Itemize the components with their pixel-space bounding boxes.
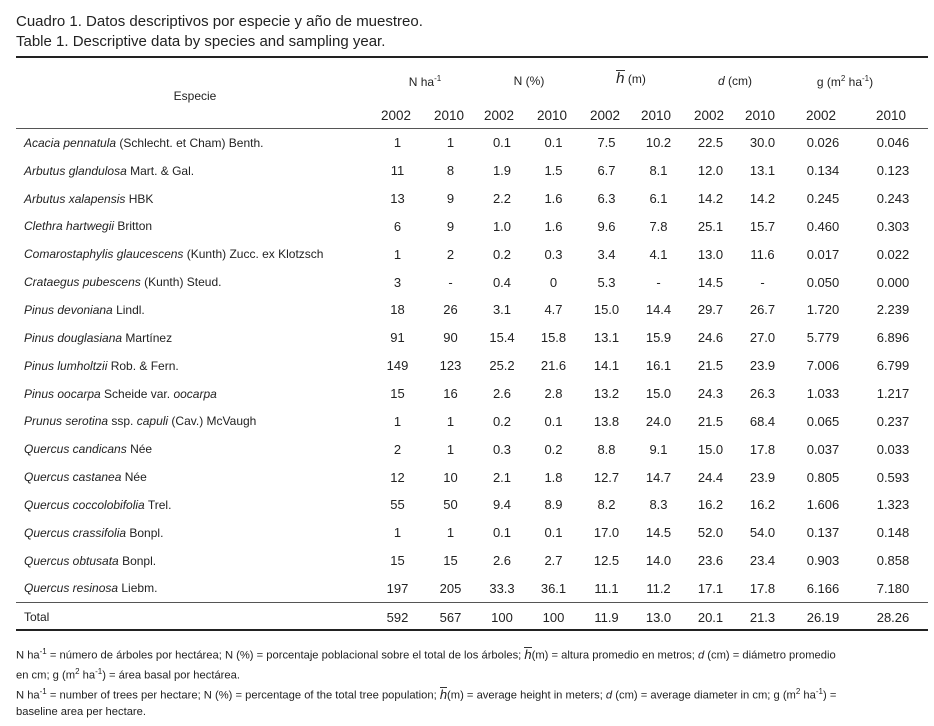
table-row [16, 185, 928, 213]
species-table [16, 129, 928, 631]
value-cell: 0.4 [492, 274, 512, 290]
table-row [16, 575, 928, 603]
value-cell: 0 [549, 274, 558, 290]
species-name [16, 324, 371, 352]
value-cell: 12.7 [593, 469, 620, 485]
value-cell: 26.19 [788, 603, 858, 631]
header-n-ha: N $ha^{-1}$ [408, 74, 442, 89]
value-cell: 2 [446, 246, 455, 262]
note-english-line1: N $ha^{-1}$ = number of trees per hectare; N (%) = percentage of the total tree population; h(m) = average height in meters; d (cm) = average diameter in cm; g ($m^2$ $ha^{-1}$) = [16, 687, 837, 703]
value-cell: 23.6 [697, 553, 724, 569]
year-header: 2002 [589, 108, 621, 123]
value-cell: 30.0 [749, 135, 776, 151]
year-header: 2010 [536, 108, 568, 123]
value-cell: 6.166 [806, 580, 840, 596]
year-header: 2010 [433, 108, 465, 123]
year-header: 2002 [693, 108, 725, 123]
value-cell: 1.8 [544, 469, 563, 485]
value-cell: 26.3 [749, 386, 776, 402]
value-cell: 0.000 [876, 274, 910, 290]
value-cell: 2.6 [492, 386, 512, 402]
value-cell: 0.593 [876, 469, 910, 485]
species-name [16, 129, 371, 157]
table-row [16, 324, 928, 352]
value-cell: 100 [477, 603, 527, 631]
value-cell: 18 [390, 302, 405, 318]
value-cell: 10.2 [645, 135, 672, 151]
value-cell: 1 [446, 441, 455, 457]
year-header: 2002 [483, 108, 515, 123]
species-author: Mart. & Gal. [126, 163, 195, 178]
table-row [16, 463, 928, 491]
value-cell: 25.1 [697, 218, 724, 234]
value-cell: 7.8 [649, 218, 668, 234]
header-n-pct: N (%) [513, 74, 545, 88]
value-cell: 14.5 [697, 274, 724, 290]
value-cell: 28.26 [858, 603, 928, 631]
table-caption [16, 12, 423, 52]
value-cell: 20.1 [684, 603, 737, 631]
value-cell: 123 [439, 358, 462, 374]
species-author: Scheide var. [100, 386, 174, 401]
value-cell: 197 [386, 580, 409, 596]
header-d: d (cm) [717, 74, 753, 88]
value-cell: 26 [443, 302, 458, 318]
value-cell: 0.046 [876, 135, 910, 151]
value-cell: 17.8 [749, 441, 776, 457]
year-header: 2010 [640, 108, 672, 123]
species-name [16, 575, 371, 603]
species-author: Bonpl. [118, 553, 157, 568]
table-row [16, 547, 928, 575]
value-cell: 11.9 [580, 603, 633, 631]
value-cell: 17.1 [697, 580, 724, 596]
value-cell: 2.2 [492, 191, 512, 207]
value-cell: 15.9 [645, 330, 672, 346]
value-cell: 14.4 [645, 302, 672, 318]
value-cell: 8.2 [597, 497, 616, 513]
top-rule [16, 56, 928, 58]
species-author: Née [126, 442, 153, 457]
value-cell: 24.3 [697, 386, 724, 402]
value-cell: 15.0 [593, 302, 620, 318]
value-cell: 0.050 [806, 274, 840, 290]
value-cell: 0.017 [806, 246, 840, 262]
value-cell: 2.8 [544, 386, 563, 402]
species-name [16, 352, 371, 380]
table-row [16, 352, 928, 380]
value-cell: 16.2 [749, 497, 776, 513]
value-cell: 10 [443, 469, 458, 485]
value-cell: 16.2 [697, 497, 724, 513]
value-cell: 0.148 [876, 525, 910, 541]
value-cell: 8.3 [649, 497, 668, 513]
species-genus: Pinus douglasiana [24, 330, 123, 345]
value-cell: 9 [446, 191, 455, 207]
value-cell: 23.9 [749, 469, 776, 485]
species-name [16, 296, 371, 324]
value-cell: 16 [443, 386, 458, 402]
value-cell: 0.037 [806, 441, 840, 457]
value-cell: 1.6 [544, 218, 563, 234]
value-cell: 24.0 [645, 413, 672, 429]
value-cell: 0.134 [806, 163, 840, 179]
value-cell: 13 [390, 191, 405, 207]
year-header: 2010 [744, 108, 776, 123]
header-g: g ($m^2$ $ha^{-1}$) [816, 74, 874, 89]
value-cell: 6 [393, 218, 402, 234]
value-cell: 1.606 [806, 497, 840, 513]
value-cell: 8 [446, 163, 455, 179]
species-author: Bonpl. [126, 525, 164, 540]
value-cell: 29.7 [697, 302, 724, 318]
value-cell: 27.0 [749, 330, 776, 346]
species-name [16, 407, 371, 435]
value-cell: 21.5 [697, 358, 724, 374]
species-genus: Crataegus pubescens [24, 275, 141, 290]
value-cell: - [760, 274, 765, 290]
species-name [16, 185, 371, 213]
species-name [16, 157, 371, 185]
species-genus: Prunus serotina [24, 414, 109, 429]
value-cell: 0.033 [876, 441, 910, 457]
value-cell: 1.217 [876, 386, 910, 402]
value-cell: 1.9 [492, 163, 512, 179]
value-cell: 3.1 [492, 302, 512, 318]
value-cell: 0.1 [492, 135, 512, 151]
species-genus: Quercus candicans [24, 442, 127, 457]
value-cell: 17.0 [593, 525, 620, 541]
value-cell: 7.5 [597, 135, 616, 151]
species-name [16, 491, 371, 519]
value-cell: 7.180 [876, 580, 910, 596]
value-cell: 4.1 [649, 246, 668, 262]
header-species: Especie [173, 89, 217, 103]
value-cell: 0.805 [806, 469, 840, 485]
value-cell: 14.0 [645, 553, 672, 569]
value-cell: 11 [390, 163, 405, 179]
table-row [16, 491, 928, 519]
value-cell: 12 [390, 469, 405, 485]
value-cell: 68.4 [749, 413, 776, 429]
value-cell: 23.4 [749, 553, 776, 569]
table-row [16, 268, 928, 296]
value-cell: 0.123 [876, 163, 910, 179]
value-cell: 2.239 [876, 302, 910, 318]
value-cell: 15.7 [749, 218, 776, 234]
species-author: Liebm. [118, 581, 158, 596]
value-cell: 23.9 [749, 358, 776, 374]
species-genus: Clethra hartwegii [24, 219, 115, 234]
value-cell: 15.0 [645, 386, 672, 402]
value-cell: 0.237 [876, 413, 910, 429]
value-cell: 21.5 [697, 413, 724, 429]
value-cell: 6.1 [649, 191, 668, 207]
species-genus: Pinus devoniana [24, 302, 113, 317]
value-cell: 52.0 [697, 525, 724, 541]
species-author: Britton [114, 219, 153, 234]
value-cell: 100 [527, 603, 580, 631]
value-cell: 0.1 [544, 135, 563, 151]
value-cell: 21.3 [737, 603, 788, 631]
table-row [16, 435, 928, 463]
value-cell: 25.2 [489, 358, 515, 374]
value-cell: 5.779 [806, 330, 840, 346]
species-infraspecific: oocarpa [173, 386, 217, 401]
value-cell: 1.5 [544, 163, 563, 179]
value-cell: 1.323 [876, 497, 910, 513]
species-name [16, 213, 371, 241]
value-cell: 15.0 [697, 441, 724, 457]
value-cell: 2 [393, 441, 402, 457]
value-cell: 54.0 [749, 525, 776, 541]
species-author: Lindl. [112, 302, 145, 317]
species-author-tail: (Cav.) McVaugh [168, 414, 257, 429]
value-cell: 13.1 [593, 330, 620, 346]
value-cell: 0.243 [876, 191, 910, 207]
value-cell: 15 [390, 386, 405, 402]
value-cell: 11.2 [646, 580, 671, 596]
caption-spanish: Cuadro 1. Datos descriptivos por especie y año de muestreo. [16, 13, 423, 30]
value-cell: 0.2 [492, 246, 512, 262]
table-row [16, 296, 928, 324]
species-genus: Quercus resinosa [24, 581, 119, 596]
species-name [16, 240, 371, 268]
value-cell: 0.065 [806, 413, 840, 429]
value-cell: 5.3 [597, 274, 616, 290]
value-cell: 1 [446, 413, 455, 429]
value-cell: 15 [443, 553, 458, 569]
value-cell: 8.8 [597, 441, 616, 457]
value-cell: 2.1 [492, 469, 512, 485]
species-name [16, 435, 371, 463]
species-author: ssp. [108, 414, 137, 429]
value-cell: 22.5 [697, 135, 724, 151]
value-cell: 6.7 [597, 163, 616, 179]
species-author: (Kunth) Zucc. ex Klotzsch [183, 247, 324, 262]
species-name [16, 268, 371, 296]
value-cell: 8.9 [544, 497, 563, 513]
species-genus: Acacia pennatula [24, 135, 117, 150]
table-row [16, 380, 928, 408]
species-author: Née [121, 470, 147, 485]
value-cell: 14.2 [749, 191, 776, 207]
total-label: Total [16, 603, 371, 631]
value-cell: - [656, 274, 661, 290]
value-cell: 0.3 [544, 246, 563, 262]
species-genus: Arbutus xalapensis [24, 191, 126, 206]
note-english-line2: baseline area per hectare. [16, 705, 146, 718]
value-cell: 15 [390, 553, 405, 569]
species-genus: Comarostaphylis glaucescens [24, 247, 184, 262]
value-cell: 0.303 [876, 218, 910, 234]
value-cell: 6.896 [876, 330, 910, 346]
value-cell: 4.7 [544, 302, 563, 318]
species-genus: Quercus crassifolia [24, 525, 127, 540]
value-cell: 13.2 [593, 386, 620, 402]
year-header: 2002 [805, 108, 837, 123]
value-cell: 0.1 [544, 525, 563, 541]
value-cell: 16.1 [645, 358, 672, 374]
species-infraspecific: capuli [136, 414, 169, 429]
value-cell: 1 [393, 525, 402, 541]
note-spanish-line1: N $ha^{-1}$ = número de árboles por hectárea; N (%) = porcentaje poblacional sobre el total de los árboles; h(m) = altura promedio en metros; d (cm) = diámetro promedio [16, 646, 836, 662]
value-cell: 0.460 [806, 218, 840, 234]
species-genus: Quercus castanea [24, 470, 122, 485]
table-row [16, 240, 928, 268]
value-cell: 90 [443, 330, 458, 346]
value-cell: 6.3 [597, 191, 616, 207]
value-cell: 3 [393, 274, 402, 290]
species-genus: Pinus oocarpa [24, 386, 101, 401]
species-genus: Quercus obtusata [24, 553, 119, 568]
value-cell: 592 [371, 603, 424, 631]
table-row [16, 213, 928, 241]
value-cell: 14.7 [645, 469, 672, 485]
value-cell: 0.2 [544, 441, 563, 457]
value-cell: 1.720 [806, 302, 840, 318]
value-cell: 24.6 [697, 330, 724, 346]
value-cell: 6.799 [876, 358, 910, 374]
value-cell: 36.1 [540, 580, 567, 596]
value-cell: 567 [424, 603, 477, 631]
value-cell: 1.6 [544, 191, 563, 207]
value-cell: 14.1 [593, 358, 620, 374]
value-cell: 55 [390, 497, 405, 513]
value-cell: 0.026 [806, 135, 840, 151]
value-cell: 149 [386, 358, 409, 374]
year-header: 2010 [875, 108, 907, 123]
species-author: Martínez [122, 330, 173, 345]
value-cell: 14.5 [645, 525, 672, 541]
species-name [16, 547, 371, 575]
bottom-rule [16, 629, 928, 631]
value-cell: 0.2 [492, 413, 512, 429]
year-header: 2002 [380, 108, 412, 123]
value-cell: 12.5 [593, 553, 620, 569]
species-genus: Arbutus glandulosa [24, 163, 127, 178]
value-cell: 11.1 [594, 580, 619, 596]
caption-english: Table 1. Descriptive data by species and sampling year. [16, 33, 386, 50]
table-row [16, 157, 928, 185]
value-cell: 11.6 [750, 246, 775, 262]
value-cell: 7.006 [806, 358, 840, 374]
value-cell: 12.0 [697, 163, 724, 179]
note-spanish-line2: en cm; g ($m^2$ $ha^{-1}$) = área basal por hectárea. [16, 667, 240, 682]
species-author: HBK [125, 191, 154, 206]
value-cell: 13.0 [633, 603, 684, 631]
value-cell: 1.033 [806, 386, 840, 402]
total-row [16, 603, 928, 631]
table-row [16, 407, 928, 435]
value-cell: 1 [393, 413, 402, 429]
species-author: Rob. & Fern. [107, 358, 179, 373]
species-author: (Schlecht. et Cham) Benth. [116, 135, 264, 150]
value-cell: 33.3 [489, 580, 515, 596]
value-cell: 91 [390, 330, 405, 346]
value-cell: 13.1 [749, 163, 776, 179]
species-name [16, 519, 371, 547]
species-name [16, 463, 371, 491]
value-cell: 2.6 [492, 553, 512, 569]
value-cell: 14.2 [697, 191, 724, 207]
value-cell: 0.858 [876, 553, 910, 569]
value-cell: 9.6 [597, 218, 616, 234]
value-cell: 0.137 [806, 525, 840, 541]
value-cell: 0.903 [806, 553, 840, 569]
value-cell: 3.4 [597, 246, 616, 262]
value-cell: 13.8 [593, 413, 620, 429]
species-genus: Quercus coccolobifolia [24, 497, 145, 512]
value-cell: 8.1 [649, 163, 668, 179]
value-cell: 0.1 [492, 525, 512, 541]
value-cell: 13.0 [697, 246, 724, 262]
value-cell: 1 [446, 135, 455, 151]
value-cell: - [448, 274, 453, 290]
table-body [16, 129, 928, 631]
header-h: h (m) [616, 70, 646, 87]
value-cell: 205 [439, 580, 462, 596]
value-cell: 15.4 [489, 330, 515, 346]
value-cell: 2.7 [544, 553, 563, 569]
value-cell: 9.1 [649, 441, 668, 457]
value-cell: 1 [446, 525, 455, 541]
value-cell: 17.8 [749, 580, 776, 596]
species-author: Trel. [144, 497, 172, 512]
value-cell: 9 [446, 218, 455, 234]
value-cell: 9.4 [492, 497, 512, 513]
value-cell: 0.1 [544, 413, 563, 429]
species-author: (Kunth) Steud. [140, 275, 222, 290]
value-cell: 26.7 [749, 302, 776, 318]
value-cell: 1 [393, 135, 402, 151]
value-cell: 21.6 [540, 358, 567, 374]
value-cell: 1 [393, 246, 402, 262]
value-cell: 1.0 [492, 218, 512, 234]
value-cell: 0.245 [806, 191, 840, 207]
value-cell: 24.4 [697, 469, 724, 485]
table-notes [16, 644, 932, 720]
value-cell: 50 [443, 497, 458, 513]
value-cell: 0.022 [876, 246, 910, 262]
species-name [16, 380, 371, 408]
value-cell: 15.8 [540, 330, 567, 346]
table-row [16, 129, 928, 157]
species-genus: Pinus lumholtzii [24, 358, 108, 373]
value-cell: 0.3 [492, 441, 512, 457]
table-row [16, 519, 928, 547]
